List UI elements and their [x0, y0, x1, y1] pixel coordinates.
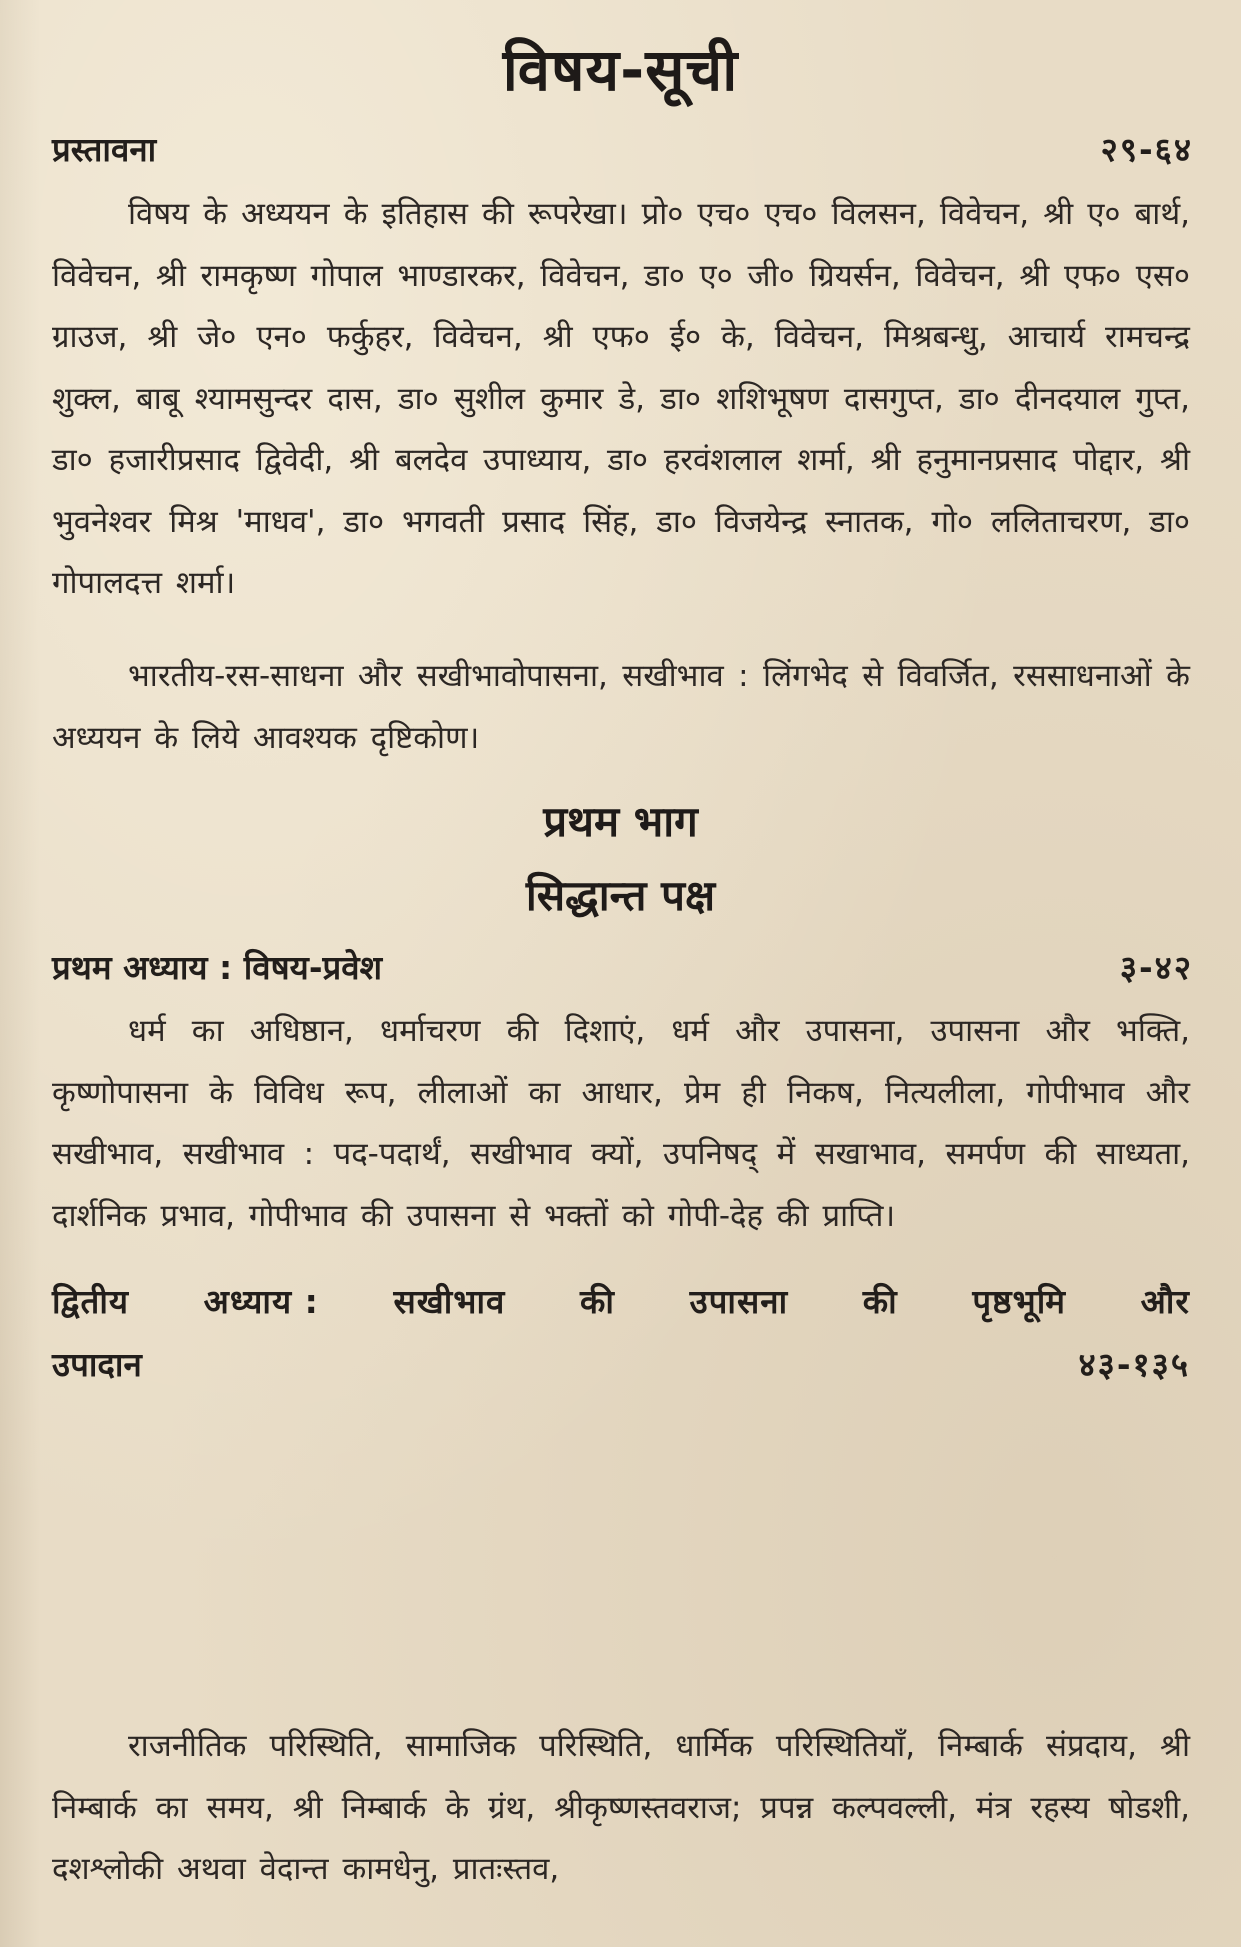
chapter1-label: प्रथम अध्याय : विषय-प्रवेश [52, 948, 383, 987]
chapter2-label-word: अध्याय : [203, 1282, 319, 1321]
chapter2-label-word: द्वितीय [52, 1282, 130, 1321]
chapter1-page-range: ३-४२ [1119, 948, 1193, 987]
chapter1-summary: धर्म का अधिष्ठान, धर्माचरण की दिशाएं, धर्म और उपासना, उपासना और भक्ति, कृष्णोपासना के विविध रूप, लीलाओं का आधार, प्रेम ही निकष, नित्यलीला, गोपीभाव और सखीभाव, सखीभाव : पद-पदार्थं, सखीभाव क्यों, उपनिषद् में सखाभाव, समर्पण की साध्यता, दार्शनिक प्रभाव, गोपीभाव की उपासना से भक्तों को गोपी-देह की प्राप्ति। [52, 1013, 1190, 1234]
chapter2-page-range: ४३-१३५ [1078, 1345, 1190, 1384]
chapter2-summary: राजनीतिक परिस्थिति, सामाजिक परिस्थिति, धार्मिक परिस्थितियाँ, निम्बार्क संप्रदाय, श्री निम्बार्क का समय, श्री निम्बार्क के ग्रंथ, श्रीकृष्णस्तवराज; प्रपन्न कल्पवल्ली, मंत्र रहस्य षोडशी, दशश्लोकी अथवा वेदान्त कामधेनु, प्रातःस्तव, [52, 1728, 1190, 1887]
chapter1-heading [52, 944, 1193, 989]
chapter2-heading [52, 1278, 1190, 1386]
chapter2-label-word: पृष्ठभूमि [972, 1282, 1066, 1321]
preface-paragraph-1: विषय के अध्ययन के इतिहास की रूपरेखा। प्रो० एच० एच० विलसन, विवेचन, श्री ए० बार्थ, विवेचन, श्री रामकृष्ण गोपाल भाण्डारकर, विवेचन, डा० ए० जी० ग्रियर्सन, विवेचन, श्री एफ० एस० ग्राउज, श्री जे० एन० फर्कुहर, विवेचन, श्री एफ० ई० के, विवेचन, मिश्रबन्धु, आचार्य रामचन्द्र शुक्ल, बाबू श्यामसुन्दर दास, डा० सुशील कुमार डे, डा० शशिभूषण दासगुप्त, डा० दीनदयाल गुप्त, डा० हजारीप्रसाद द्विवेदी, श्री बलदेव उपाध्याय, डा० हरवंशलाल शर्मा, श्री हनुमानप्रसाद पोद्दार, श्री भुवनेश्वर मिश्र 'माधव', डा० भगवती प्रसाद सिंह, डा० विजयेन्द्र स्नातक, गो० ललिताचरण, डा० गोपालदत्त शर्मा। [52, 196, 1190, 601]
chapter2-label-word: की [580, 1282, 615, 1321]
chapter2-label-end: उपादान [52, 1345, 142, 1384]
chapter2-label-word: और [1140, 1282, 1190, 1321]
chapter2-label-end-line [52, 1341, 1190, 1386]
chapter2-label-line [52, 1278, 1190, 1323]
preface-label: प्रस्तावना [52, 130, 157, 169]
preface-page-range: २९-६४ [1100, 130, 1193, 169]
chapter2-label-word: की [862, 1282, 898, 1321]
chapter2-label-word: उपासना [689, 1282, 789, 1321]
preface-paragraph-2: भारतीय-रस-साधना और सखीभावोपासना, सखीभाव : लिंगभेद से विवर्जित, रससाधनाओं के अध्ययन के लिये आवश्यक दृष्टिकोण। [52, 658, 1190, 756]
chapter2-label-word: सखीभाव [393, 1282, 506, 1321]
part-title: प्रथम भाग [543, 797, 698, 846]
part-subtitle: सिद्धान्त पक्ष [525, 871, 716, 920]
page-title: विषय-सूची [502, 36, 739, 104]
preface-heading [52, 126, 1193, 171]
